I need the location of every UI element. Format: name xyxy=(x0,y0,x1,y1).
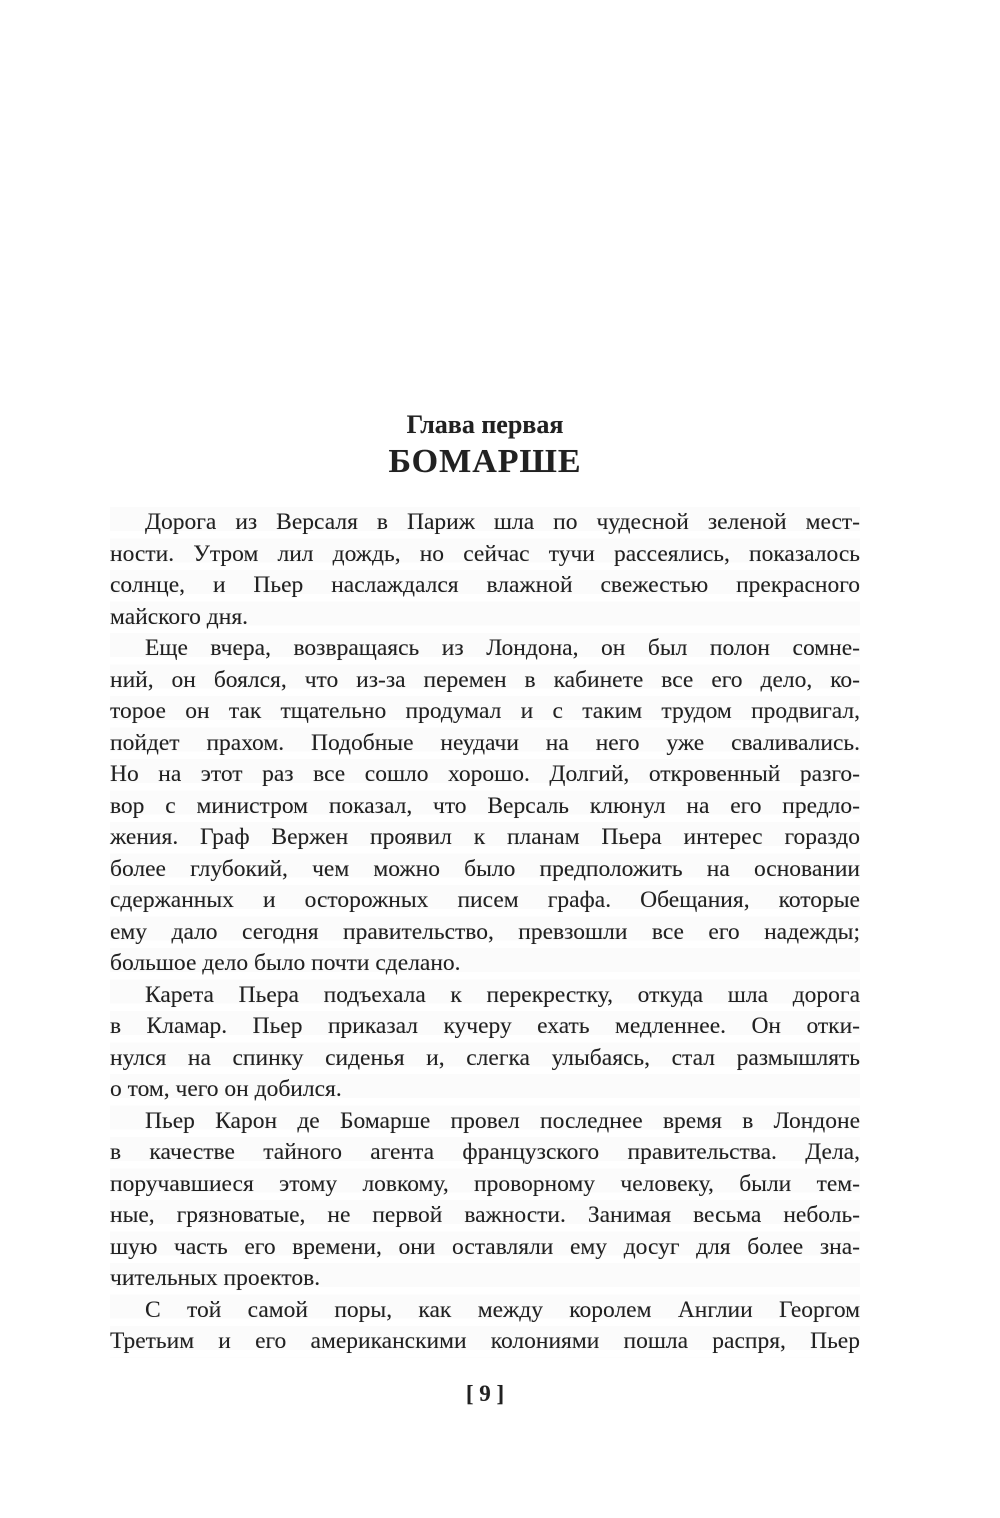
text-line: в Кламар. Пьер приказал кучеру ехать медленнее. Он отки- xyxy=(110,1013,860,1039)
text-line: о том, чего он добился. xyxy=(110,1076,342,1102)
text-line: шую часть его времени, они оставляли ему досуг для более зна- xyxy=(110,1233,860,1260)
text-line: ные, грязноватые, не первой важности. Занимая весьма неболь- xyxy=(110,1202,860,1228)
text-line: Карета Пьера подъехала к перекрестку, откуда шла дорога xyxy=(145,981,860,1008)
text-line: чительных проектов. xyxy=(110,1265,321,1291)
chapter-heading: Глава первая xyxy=(406,410,564,439)
paragraph xyxy=(110,1106,860,1295)
text-line: Третьим и его американскими колониями пошла распря, Пьер xyxy=(110,1328,860,1354)
paragraph xyxy=(110,507,860,633)
text-line: вор с министром показал, что Версаль клюнул на его предло- xyxy=(110,792,860,819)
text-line: солнце, и Пьер наслаждался влажной свежестью прекрасного xyxy=(110,572,860,598)
body-text xyxy=(110,507,860,1358)
text-line: торое он так тщательно продумал и с таким трудом продвигал, xyxy=(110,698,860,724)
page-number: [ 9 ] xyxy=(465,1381,505,1406)
text-line: нулся на спинку сиденья и, слегка улыбаясь, стал размышлять xyxy=(110,1044,860,1071)
paragraph xyxy=(110,633,860,980)
paragraph xyxy=(110,980,860,1106)
chapter-title: БОМАРШЕ xyxy=(388,443,582,480)
text-line: Дорога из Версаля в Париж шла по чудесной зеленой мест- xyxy=(145,509,860,535)
text-line: С той самой поры, как между королем Англии Георгом xyxy=(145,1296,860,1323)
text-line: ему дало сегодня правительство, превзошли все его надежды; xyxy=(110,918,860,945)
text-line: Еще вчера, возвращаясь из Лондона, он был полон сомне- xyxy=(145,635,860,661)
text-line: Но на этот раз все сошло хорошо. Долгий, откровенный разго- xyxy=(110,761,860,787)
text-line: сдержанных и осторожных писем графа. Обещания, которые xyxy=(110,887,860,913)
text-line: большое дело было почти сделано. xyxy=(110,950,461,976)
paragraph xyxy=(110,1295,860,1358)
text-line: в качестве тайного агента французского правительства. Дела, xyxy=(110,1139,860,1165)
text-line: жения. Граф Вержен проявил к планам Пьера интерес гораздо xyxy=(110,824,860,850)
text-line: пойдет прахом. Подобные неудачи на него уже сваливались. xyxy=(110,729,860,756)
text-line: майского дня. xyxy=(110,603,249,630)
text-line: Пьер Карон де Бомарше провел последнее время в Лондоне xyxy=(145,1107,860,1134)
text-line: поручавшиеся этому ловкому, проворному человеку, были тем- xyxy=(110,1170,860,1197)
text-line: ний, он боялся, что из-за перемен в кабинете все его дело, ко- xyxy=(110,666,860,693)
text-line: ности. Утром лил дождь, но сейчас тучи рассеялись, показалось xyxy=(110,540,860,567)
text-line: более глубокий, чем можно было предположить на основании xyxy=(110,855,860,882)
